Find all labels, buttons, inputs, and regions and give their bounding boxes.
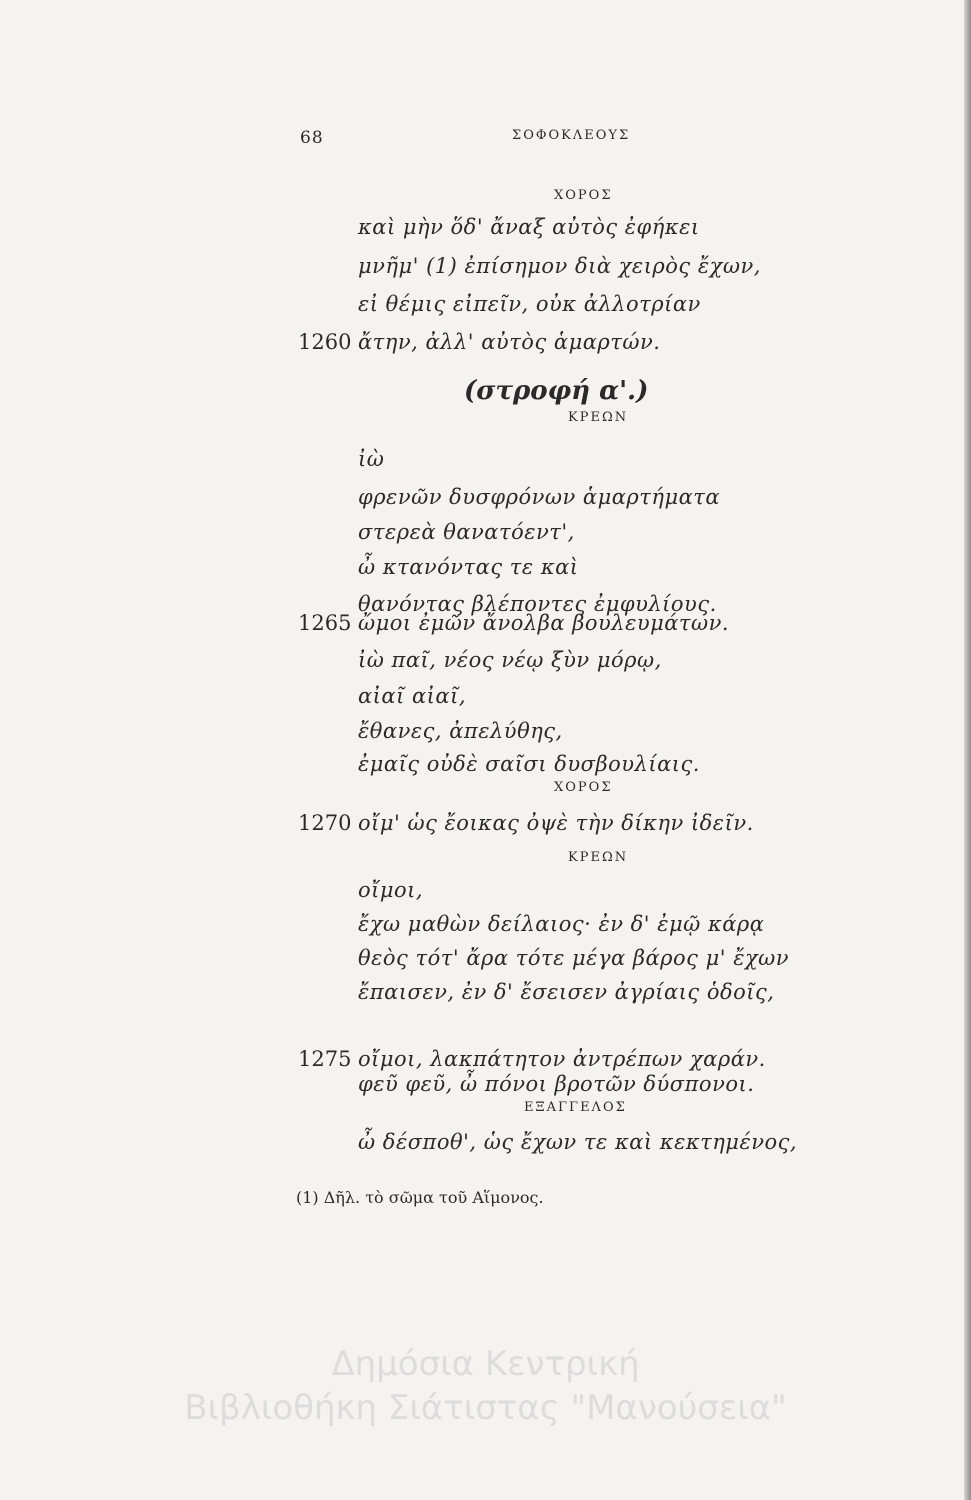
verse-line: ἔχω μαθὼν δείλαιος· ἐν δ' ἐμῷ κάρᾳ [358,912,765,936]
verse-line: οἴμοι, λακπάτητον ἀντρέπων χαράν. [358,1047,766,1071]
strophe-heading: (στροφή α'.) [464,376,649,406]
verse-line: ὦ κτανόντας τε καὶ [358,555,579,579]
speaker-creon: ΚΡΕΩΝ [568,850,629,865]
verse-line: εἰ θέμις εἰπεῖν, οὐκ ἀλλοτρίαν [358,292,701,316]
verse-line: αἰαῖ αἰαῖ, [358,684,467,708]
verse-line: θεὸς τότ' ἄρα τότε μέγα βάρος μ' ἔχων [358,946,790,970]
running-head: ΣΟΦΟΚΛΕΟΥΣ [512,128,631,143]
verse-line: στερεὰ θανατόεντ', [358,520,575,544]
verse-line: μνῆμ' (1) ἐπίσημον διὰ χειρὸς ἔχων, [358,254,761,278]
verse-line: ἔπαισεν, ἐν δ' ἔσεισεν ἀγρίαις ὁδοῖς, [358,980,775,1004]
verse-line: ἰὼ παῖ, νέος νέῳ ξὺν μόρῳ, [358,648,662,672]
verse-line: ἐμαῖς οὐδὲ σαῖσι δυσβουλίαις. [358,752,700,776]
library-watermark: Βιβλιοθήκη Σιάτιστας "Μανούσεια" [184,1388,787,1428]
verse-line: φρενῶν δυσφρόνων ἁμαρτήματα [358,485,721,509]
verse-line: καὶ μὴν ὅδ' ἄναξ αὐτὸς ἐφήκει [358,215,700,239]
library-watermark: Δημόσια Κεντρική [331,1344,640,1384]
verse-line: θανόντας βλέποντες ἐμφυλίους. [358,592,717,616]
verse-line: οἴμοι, [358,878,424,902]
line-number: 1275 [298,1047,352,1071]
line-number: 1260 [298,330,352,354]
page-number: 68 [300,128,324,148]
verse-line: ἄτην, ἀλλ' αὐτὸς ἁμαρτών. [358,330,661,354]
footnote: (1) Δῆλ. τὸ σῶμα τοῦ Αἵμονος. [296,1188,544,1207]
verse-line: ἰὼ [358,447,385,471]
verse-line: ἔθανες, ἀπελύθης, [358,719,563,743]
speaker-creon: ΚΡΕΩΝ [568,410,629,425]
line-number: 1265 [298,611,352,635]
verse-line: φεῦ φεῦ, ὦ πόνοι βροτῶν δύσπονοι. [358,1072,755,1096]
verse-line: ὦ δέσποθ', ὡς ἔχων τε καὶ κεκτημένος, [358,1130,798,1154]
speaker-chorus: ΧΟΡΟΣ [554,780,613,795]
line-number: 1270 [298,811,352,835]
speaker-messenger: ΕΞΑΓΓΕΛΟΣ [524,1100,627,1115]
speaker-chorus: ΧΟΡΟΣ [554,188,613,203]
verse-line: ὤμοι ἐμῶν ἄνολβα βουλευμάτων. [358,611,730,635]
verse-line: οἴμ' ὡς ἔοικας ὀψὲ τὴν δίκην ἰδεῖν. [358,811,754,835]
page-edge [964,0,971,1500]
